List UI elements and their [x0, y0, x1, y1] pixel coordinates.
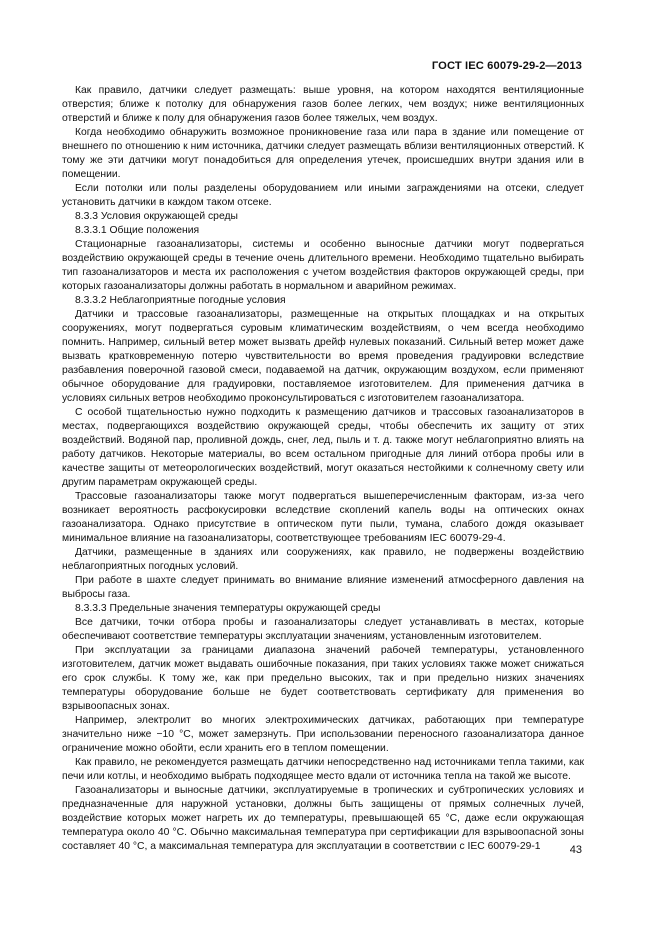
page-number: 43	[569, 844, 582, 856]
paragraph: При работе в шахте следует принимать во внимание влияние изменений атмосферного давления на выбросы газа.	[62, 575, 584, 600]
section-heading: 8.3.3.1 Общие положения	[75, 225, 200, 236]
section-heading: 8.3.3.3 Предельные значения температуры окружающей среды	[75, 603, 381, 614]
paragraph: Датчики, размещенные в зданиях или сооружениях, как правило, не подвержены воздействию неблагоприятных погодных условий.	[62, 547, 584, 572]
paragraph: Все датчики, точки отбора пробы и газоанализаторы следует устанавливать в местах, которые обеспечивают соответствие температуры эксплуатации значениям, установленным изготовителем.	[62, 617, 584, 642]
paragraph: При эксплуатации за границами диапазона значений рабочей температуры, установленного изготовителем, датчик может выдавать ошибочные показания, при таких условиях также может снижаться его срок службы. К тому же, как при предельно высоких, так и при предельно низких значениях температуры оборудование больше не будет соответствовать сертификату для применения во взрывоопасных зонах.	[62, 645, 584, 712]
paragraph: Датчики и трассовые газоанализаторы, размещенные на открытых площадках и на открытых сооружениях, могут подвергаться суровым климатическим воздействиям, о чем всегда необходимо помнить. Например, сильный ветер может вызвать дрейф нулевых показаний. Сильный ветер может даже вызвать кратковременную потерю чувствительности во время проведения градуировки вследствие разбавления поверочной газовой смеси, подаваемой на датчик, окружающим воздухом, если применяют обычное оборудование для градуировки, поставляемое изготовителем. Для применения датчика в условиях сильных ветров необходимо проконсультироваться с изготовителем газоанализатора.	[62, 309, 584, 404]
section-heading: 8.3.3.2 Неблагоприятные погодные условия	[75, 295, 286, 306]
paragraph: Как правило, датчики следует размещать: выше уровня, на котором находятся вентиляционные отверстия; ближе к потолку для обнаружения газов более легких, чем воздух; ниже вентиляционных отверстий и ближе к полу для обнаружения газов более тяжелых, чем воздух.	[62, 85, 584, 124]
paragraph: Трассовые газоанализаторы также могут подвергаться вышеперечисленным факторам, из-за чего возникает вероятность расфокусировки вследствие скоплений капель воды на оптических окнах газоанализатора. Однако присутствие в оптическом пути пыли, тумана, слабого дождя оказывает минимальное влияние на газоанализаторы, соответствующее требованиям IEC 60079-29-4.	[62, 491, 584, 544]
paragraph: Например, электролит во многих электрохимических датчиках, работающих при температуре значительно ниже −10 °С, может замерзнуть. При использовании переносного газоанализатора данное ограничение можно обойти, если хранить его в теплом помещении.	[62, 715, 584, 754]
paragraph: Если потолки или полы разделены оборудованием или иными заграждениями на отсеки, следует установить датчики в каждом таком отсеке.	[62, 183, 584, 208]
paragraph: Как правило, не рекомендуется размещать датчики непосредственно над источниками тепла такими, как печи или котлы, и необходимо выбрать подходящее место вдали от источника тепла на такой же высоте.	[62, 757, 584, 782]
section-heading: 8.3.3 Условия окружающей среды	[75, 211, 238, 222]
paragraph: Стационарные газоанализаторы, системы и особенно выносные датчики могут подвергаться воздействию окружающей среды в течение очень длительного времени. Необходимо тщательно выбирать тип газоанализаторов и места их расположения с учетом воздействия факторов окружающей среды, при которых газоанализаторы должны работать в нормальном и аварийном режимах.	[62, 239, 584, 292]
paragraph: Когда необходимо обнаружить возможное проникновение газа или пара в здание или помещение от внешнего по отношению к ним источника, датчики следует размещать вблизи вентиляционных отверстий. К тому же эти датчики могут понадобиться для определения утечек, происшедших внутри здания или в помещении.	[62, 127, 584, 180]
paragraph: Газоанализаторы и выносные датчики, эксплуатируемые в тропических и субтропических условиях и предназначенные для наружной установки, должны быть защищены от прямых солнечных лучей, воздействие которых может нагреть их до температуры, превышающей 65 °С, даже если окружающая температура около 40 °С. Обычно максимальная температура при сертификации для взрывоопасной зоны составляет 40 °С, а максимальная температура для эксплуатации в соответствии с IEC 60079-29-1	[62, 785, 584, 852]
paragraph: С особой тщательностью нужно подходить к размещению датчиков и трассовых газоанализаторов в местах, подвергающихся воздействию окружающей среды, чтобы обеспечить их защиту от этих воздействий. Водяной пар, проливной дождь, снег, лед, пыль и т. д. также могут неблагоприятно влиять на работу датчиков. Некоторые материалы, во всем остальном пригодные для линий отбора пробы или в качестве защиты от метеорологических воздействий, могут оказаться нестойкими к солнечному свету или другим параметрам окружающей среды.	[62, 407, 584, 488]
document-header: ГОСТ IEC 60079-29-2—2013	[431, 60, 582, 72]
document-body	[62, 84, 584, 854]
